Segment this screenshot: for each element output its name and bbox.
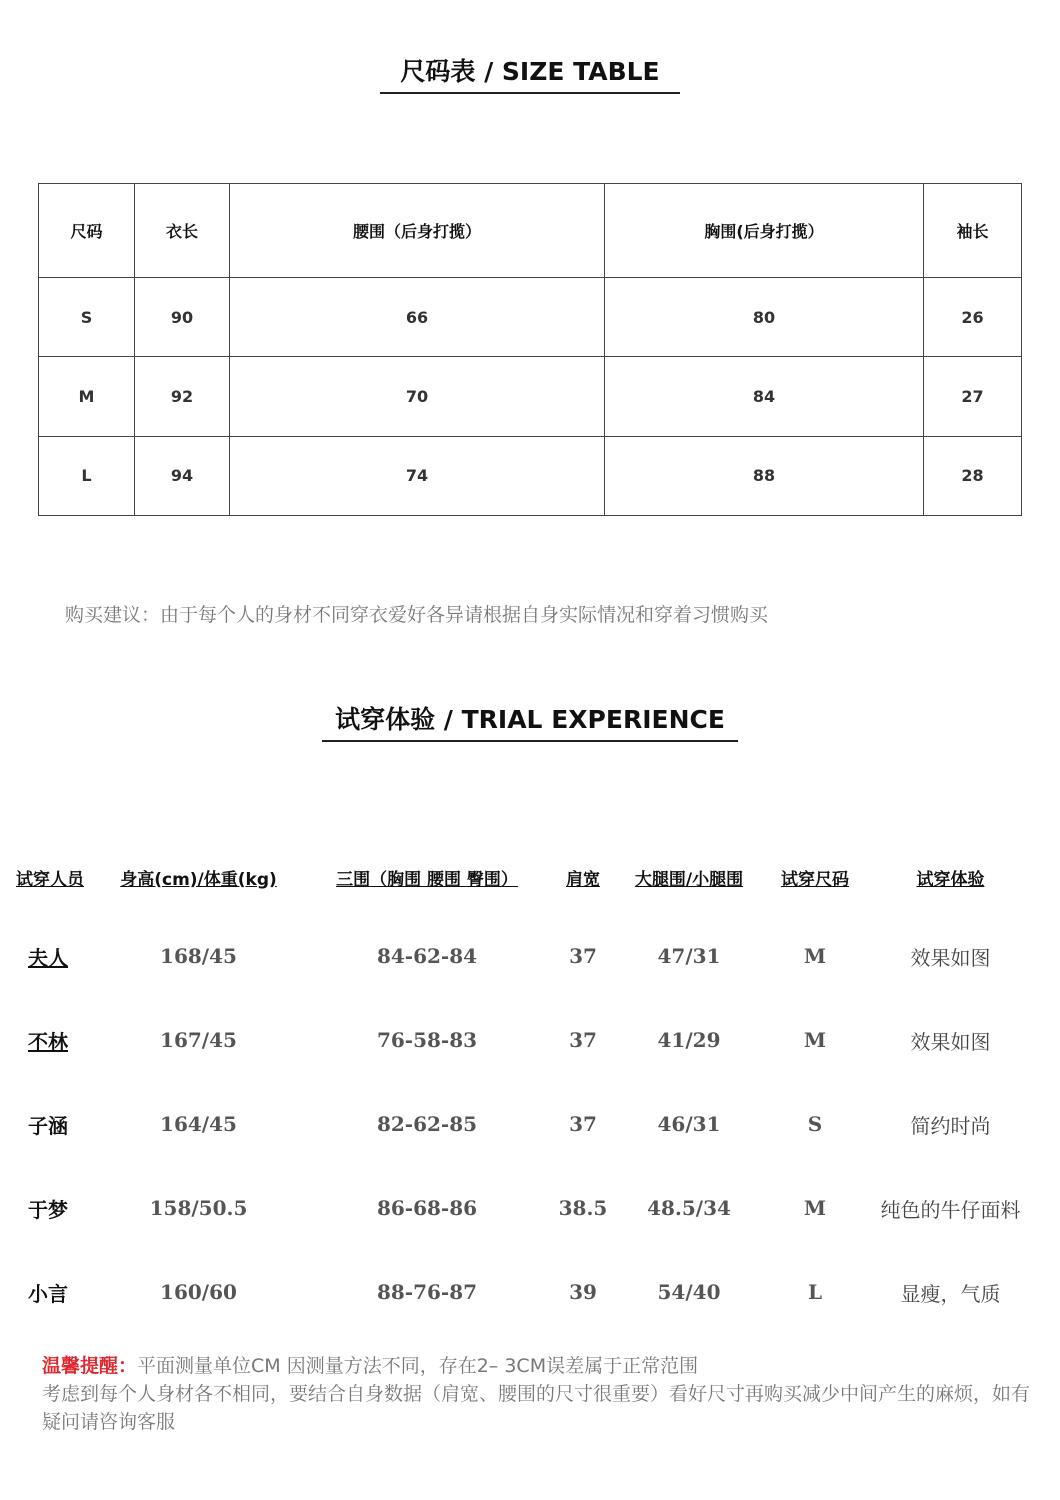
notes-block <box>42 1352 1032 1436</box>
size-cell: M <box>39 357 135 436</box>
tester-name <box>4 914 96 998</box>
chest-cell: 88 <box>605 436 924 515</box>
sleeve-cell: 27 <box>924 357 1022 436</box>
header-length: 衣长 <box>135 184 230 278</box>
header-trial-size: 试穿尺码 <box>781 869 849 890</box>
header-sleeve: 袖长 <box>924 184 1022 278</box>
chest-cell: 84 <box>605 357 924 436</box>
header-shoulder: 肩宽 <box>566 869 600 890</box>
length-cell: 94 <box>135 436 230 515</box>
notes-text-2: 考虑到每个人身材各不相同，要结合自身数据（肩宽、腰围的尺寸很重要）看好尺寸再购买减少中间产生的麻烦，如有疑问请咨询客服 <box>42 1383 1031 1433</box>
waist-cell: 70 <box>230 357 605 436</box>
trial-row <box>4 998 1036 1082</box>
measurements-cell: 76-58-83 <box>376 1028 478 1052</box>
size-title-underline <box>380 92 680 94</box>
shoulder-cell: 38.5 <box>558 1196 608 1220</box>
waist-cell: 66 <box>230 277 605 356</box>
experience-cell: 效果如图 <box>910 945 991 970</box>
measurements-cell: 88-76-87 <box>376 1280 478 1304</box>
experience-cell: 纯色的牛仔面料 <box>880 1197 1021 1222</box>
trial-row <box>4 914 1036 998</box>
thigh-calf-cell: 46/31 <box>657 1112 721 1136</box>
measurements-cell: 86-68-86 <box>376 1196 478 1220</box>
trial-header-row <box>4 840 1036 914</box>
length-cell: 92 <box>135 357 230 436</box>
trial-size-cell: S <box>807 1112 823 1136</box>
experience-cell: 显瘦，气质 <box>900 1281 1001 1306</box>
tester-name: 小言 <box>28 1281 68 1306</box>
tester-name-text: 夫人 <box>28 945 68 970</box>
size-cell: L <box>39 436 135 515</box>
size-row-l <box>39 436 1022 515</box>
trial-size-cell: M <box>803 1028 827 1052</box>
trial-size-cell: M <box>803 944 827 968</box>
measurements-cell: 84-62-84 <box>376 944 478 968</box>
height-weight-cell: 167/45 <box>160 1028 237 1052</box>
size-table-heading <box>0 52 1060 94</box>
purchase-advice: 购买建议：由于每个人的身材不同穿衣爱好各异请根据自身实际情况和穿着习惯购买 <box>65 604 769 626</box>
header-waist: 腰围（后身打揽） <box>230 184 605 278</box>
shoulder-cell: 37 <box>569 944 597 968</box>
size-table <box>38 183 1022 516</box>
thigh-calf-cell: 47/31 <box>657 944 721 968</box>
warning-label: 温馨提醒： <box>42 1355 138 1377</box>
header-experience: 试穿体验 <box>916 869 985 890</box>
sleeve-cell: 26 <box>924 277 1022 356</box>
thigh-calf-cell: 41/29 <box>657 1028 721 1052</box>
header-chest: 胸围(后身打揽） <box>605 184 924 278</box>
height-weight-cell: 164/45 <box>160 1112 237 1136</box>
shoulder-cell: 37 <box>569 1112 597 1136</box>
tester-name-text: 不林 <box>28 1029 68 1054</box>
notes-line-1 <box>42 1352 1032 1380</box>
header-tester: 试穿人员 <box>16 869 84 890</box>
trial-row <box>4 1082 1036 1166</box>
trial-size-cell: L <box>807 1280 823 1304</box>
shoulder-cell: 37 <box>569 1028 597 1052</box>
tester-name <box>4 998 96 1082</box>
tester-name: 于梦 <box>28 1197 68 1222</box>
waist-cell: 74 <box>230 436 605 515</box>
tester-name: 子涵 <box>28 1113 68 1138</box>
trial-size-cell: M <box>803 1196 827 1220</box>
height-weight-cell: 158/50.5 <box>149 1196 248 1220</box>
header-size: 尺码 <box>39 184 135 278</box>
measurements-cell: 82-62-85 <box>376 1112 478 1136</box>
experience-cell: 效果如图 <box>910 1029 991 1054</box>
header-measurements: 三围（胸围 腰围 臀围） <box>336 869 518 890</box>
length-cell: 90 <box>135 277 230 356</box>
trial-title: 试穿体验 / TRIAL EXPERIENCE <box>335 705 725 734</box>
header-height-weight: 身高(cm)/体重(kg) <box>120 869 277 890</box>
thigh-calf-cell: 54/40 <box>657 1280 721 1304</box>
notes-text-1: 平面测量单位CM 因测量方法不同，存在2– 3CM误差属于正常范围 <box>137 1355 699 1377</box>
experience-cell: 简约时尚 <box>910 1113 991 1138</box>
trial-title-underline <box>322 740 738 742</box>
size-table-header-row <box>39 184 1022 278</box>
shoulder-cell: 39 <box>569 1280 597 1304</box>
size-cell: S <box>39 277 135 356</box>
size-table-title: 尺码表 / SIZE TABLE <box>400 57 660 86</box>
trial-row <box>4 1250 1036 1334</box>
height-weight-cell: 160/60 <box>160 1280 237 1304</box>
size-row-s <box>39 277 1022 356</box>
trial-row <box>4 1166 1036 1250</box>
trial-table <box>4 840 1036 1334</box>
header-thigh-calf: 大腿围/小腿围 <box>634 869 744 890</box>
sleeve-cell: 28 <box>924 436 1022 515</box>
thigh-calf-cell: 48.5/34 <box>647 1196 731 1220</box>
size-row-m <box>39 357 1022 436</box>
height-weight-cell: 168/45 <box>160 944 237 968</box>
chest-cell: 80 <box>605 277 924 356</box>
trial-heading <box>0 700 1060 742</box>
